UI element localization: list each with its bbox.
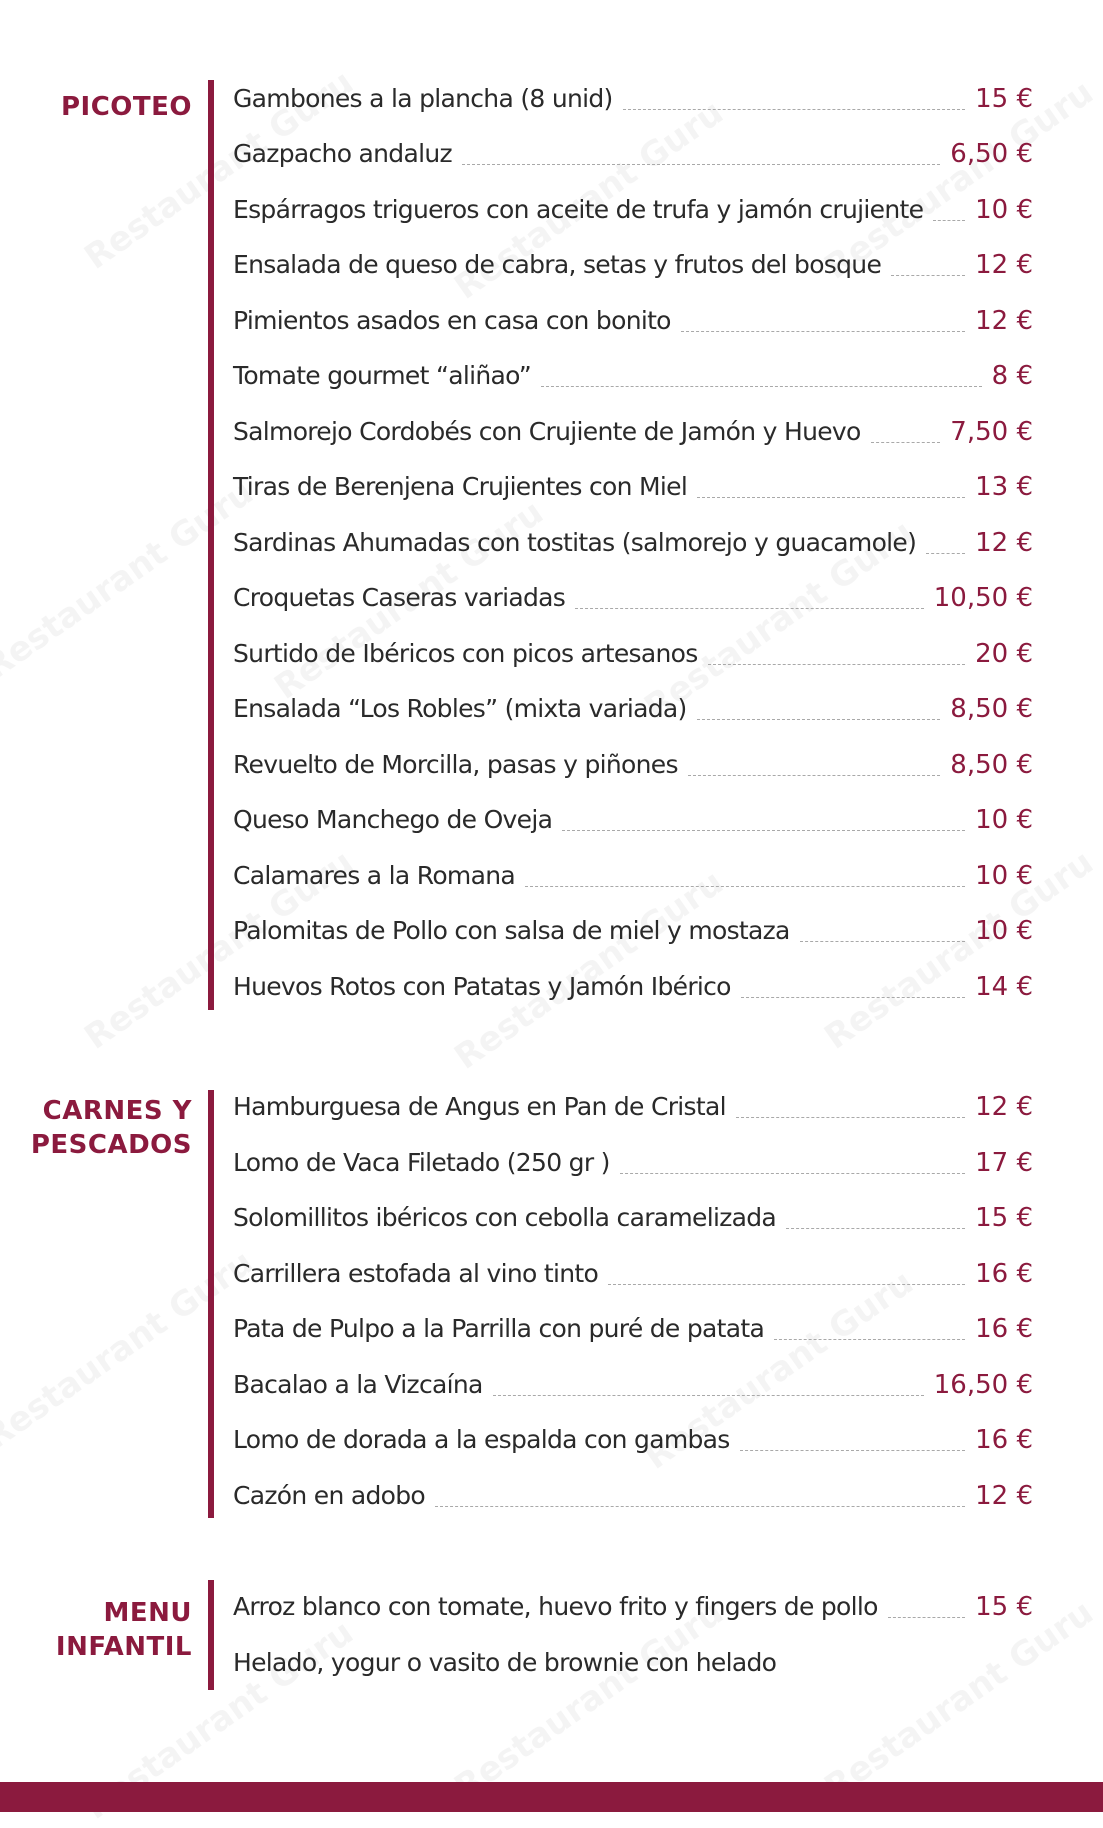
item-name: Huevos Rotos con Patatas y Jamón Ibérico [233,972,731,1001]
menu-item [233,1140,1033,1180]
menu-item [233,1362,1033,1402]
item-price: 20 € [975,639,1033,669]
menu-item [233,575,1033,615]
section-divider [208,80,214,1010]
menu-item [233,131,1033,171]
dot-leader [697,718,941,720]
item-name: Lomo de Vaca Filetado (250 gr ) [233,1148,610,1177]
item-price: 16,50 € [933,1370,1033,1400]
menu-item [233,464,1033,504]
section-title: PICOTEO [60,92,192,122]
item-price: 15 € [975,1203,1033,1233]
dot-leader [800,940,965,942]
item-price: 10 € [975,916,1033,946]
item-name: Arroz blanco con tomate, huevo frito y fingers de pollo [233,1592,878,1621]
menu-item [233,1584,1033,1624]
item-price: 12 € [975,1481,1033,1511]
dot-leader [525,885,965,887]
menu-item [233,1084,1033,1124]
menu-item [233,964,1033,1004]
section-title-line: CARNES Y [42,1096,192,1126]
item-price: 17 € [975,1148,1033,1178]
item-name: Tomate gourmet “aliñao” [233,361,532,390]
section-title-line: PESCADOS [30,1130,192,1160]
dot-leader [774,1338,965,1340]
menu-item [233,797,1033,837]
item-name: Espárragos trigueros con aceite de trufa y jamón crujiente [233,195,924,224]
menu-item [233,242,1033,282]
item-price: 14 € [975,972,1033,1002]
item-name: Helado, yogur o vasito de brownie con helado [233,1648,777,1677]
item-price: 7,50 € [950,417,1033,447]
item-price: 10,50 € [933,583,1033,613]
section-title-line: MENU [103,1598,192,1628]
watermark [817,1592,1100,1807]
dot-leader [462,163,940,165]
item-name: Palomitas de Pollo con salsa de miel y mostaza [233,916,790,945]
dot-leader [891,274,965,276]
menu-item [233,853,1033,893]
item-name: Calamares a la Romana [233,861,515,890]
item-name: Cazón en adobo [233,1481,426,1510]
dot-leader [541,385,982,387]
item-name: Hamburguesa de Angus en Pan de Cristal [233,1092,726,1121]
item-name: Gambones a la plancha (8 unid) [233,84,613,113]
item-price: 16 € [975,1259,1033,1289]
dot-leader [608,1283,965,1285]
menu-item [233,1195,1033,1235]
item-name: Ensalada de queso de cabra, setas y frutos del bosque [233,250,882,279]
section-divider [208,1090,214,1518]
menu-item [233,631,1033,671]
section-divider [208,1580,214,1690]
menu-item [233,1251,1033,1291]
item-price: 15 € [975,84,1033,114]
menu-item [233,353,1033,393]
item-price: 6,50 € [950,139,1033,169]
item-name: Salmorejo Cordobés con Crujiente de Jamón y Huevo [233,417,861,446]
item-name: Croquetas Caseras variadas [233,583,566,612]
menu-item [233,298,1033,338]
item-price: 12 € [975,250,1033,280]
menu-item [233,187,1033,227]
item-price: 8,50 € [950,750,1033,780]
item-name: Pata de Pulpo a la Parrilla con puré de patata [233,1314,765,1343]
menu-item [233,1640,1033,1680]
item-price: 12 € [975,306,1033,336]
watermark [447,1592,730,1807]
dot-leader [740,1449,965,1451]
item-price: 13 € [975,472,1033,502]
menu-item [233,686,1033,726]
item-price: 12 € [975,1092,1033,1122]
dot-leader [688,774,941,776]
item-price: 8,50 € [950,694,1033,724]
dot-leader [741,996,965,998]
dot-leader [623,108,966,110]
item-price: 16 € [975,1314,1033,1344]
dot-leader [575,607,924,609]
item-name: Gazpacho andaluz [233,139,452,168]
dot-leader [697,496,965,498]
section-title-line: INFANTIL [55,1632,192,1662]
item-price: 12 € [975,528,1033,558]
dot-leader [933,219,965,221]
menu-item [233,1473,1033,1513]
item-price: 10 € [975,195,1033,225]
dot-leader [493,1394,924,1396]
dot-leader [888,1616,965,1618]
dot-leader [736,1116,965,1118]
dot-leader [708,663,966,665]
watermark [0,472,261,687]
section-title [20,1094,192,1162]
menu-item [233,520,1033,560]
item-name: Tiras de Berenjena Crujientes con Miel [233,472,688,501]
menu-item [233,908,1033,948]
item-name: Surtido de Ibéricos con picos artesanos [233,639,698,668]
menu-item [233,1417,1033,1457]
item-name: Bacalao a la Vizcaína [233,1370,483,1399]
item-name: Queso Manchego de Oveja [233,805,553,834]
item-name: Ensalada “Los Robles” (mixta variada) [233,694,687,723]
item-name: Solomillitos ibéricos con cebolla caramelizada [233,1203,777,1232]
item-price: 8 € [991,361,1033,391]
item-price: 16 € [975,1425,1033,1455]
item-name: Sardinas Ahumadas con tostitas (salmorejo y guacamole) [233,528,917,557]
dot-leader [620,1172,965,1174]
menu-item [233,76,1033,116]
dot-leader [871,441,941,443]
dot-leader [926,552,965,554]
dot-leader [681,330,965,332]
item-name: Pimientos asados en casa con bonito [233,306,671,335]
section-title [20,1596,192,1664]
footer-band [0,1782,1103,1812]
dot-leader [562,829,965,831]
menu-item [233,1306,1033,1346]
menu-item [233,409,1033,449]
item-name: Lomo de dorada a la espalda con gambas [233,1425,730,1454]
item-name: Carrillera estofada al vino tinto [233,1259,599,1288]
dot-leader [435,1505,965,1507]
dot-leader [786,1227,965,1229]
item-price: 10 € [975,861,1033,891]
item-name: Revuelto de Morcilla, pasas y piñones [233,750,678,779]
menu-item [233,742,1033,782]
watermark [0,1242,261,1457]
item-price: 15 € [975,1592,1033,1622]
item-price: 10 € [975,805,1033,835]
